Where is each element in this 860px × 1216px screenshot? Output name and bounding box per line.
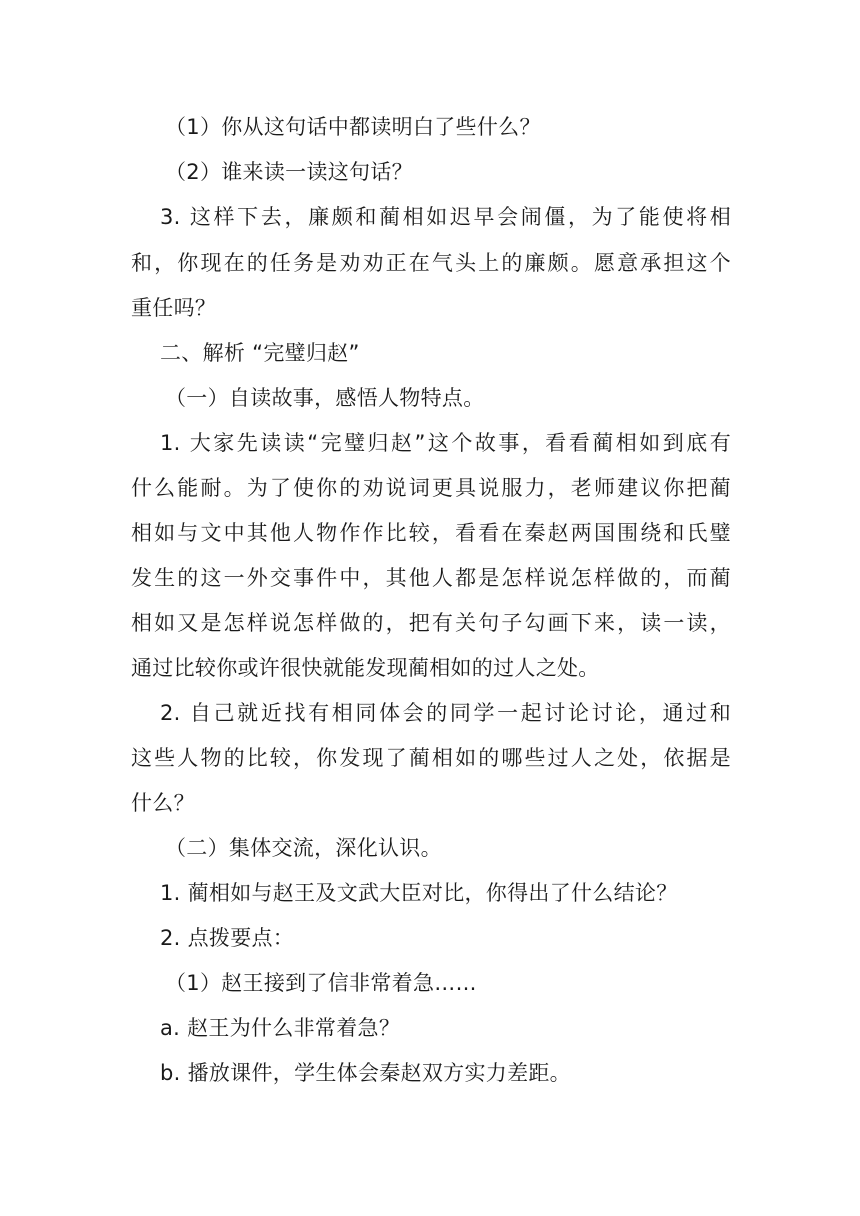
text-line: 相如又是怎样说怎样做的，把有关句子勾画下来，读一读， [131,611,731,635]
text-line: （2）谁来读一读这句话？ [165,160,413,184]
text-line: a. 赵王为什么非常着急？ [160,1016,401,1040]
text-line: 1. 大家先读读“完璧归赵”这个故事，看看蔺相如到底有 [160,431,731,455]
text-line: 2. 自己就近找有相同体会的同学一起讨论讨论，通过和 [160,701,731,725]
text-line: 什么？ [131,791,195,815]
subsection-heading: （一）自读故事，感悟人物特点。 [165,386,485,410]
text-line: 相如与文中其他人物作作比较，看看在秦赵两国围绕和氏璧 [131,521,731,545]
text-line: 2. 点拨要点： [160,926,295,950]
text-line: （1）赵王接到了信非常着急…… [165,971,477,995]
text-line: 发生的这一外交事件中，其他人都是怎样说怎样做的，而蔺 [131,566,731,590]
text-line: 什么能耐。为了使你的劝说词更具说服力，老师建议你把蔺 [131,476,731,500]
text-line: 1. 蔺相如与赵王及文武大臣对比，你得出了什么结论？ [160,881,678,905]
text-line: （1）你从这句话中都读明白了些什么？ [165,115,541,139]
text-line: 和，你现在的任务是劝劝正在气头上的廉颇。愿意承担这个 [131,251,731,275]
text-line: 这些人物的比较，你发现了蔺相如的哪些过人之处，依据是 [131,746,731,770]
section-heading: 二、解析 “完璧归赵” [160,341,360,365]
text-line: 重任吗？ [131,296,217,320]
text-line: 3. 这样下去，廉颇和蔺相如迟早会闹僵，为了能使将相 [160,205,731,229]
text-line: 通过比较你或许很快就能发现蔺相如的过人之处。 [131,656,600,680]
subsection-heading: （二）集体交流，深化认识。 [165,836,442,860]
text-line: b. 播放课件，学生体会秦赵双方实力差距。 [160,1061,571,1085]
